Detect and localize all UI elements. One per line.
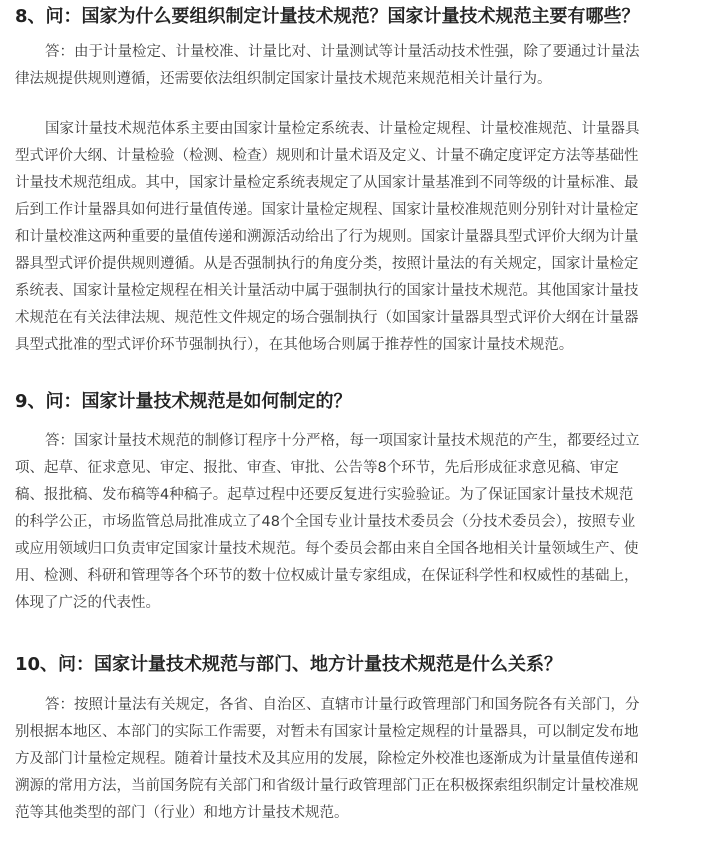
answer-paragraph-10-1 [15, 692, 701, 827]
paragraph-line: 答：按照计量法有关规定，各省、自治区、直辖市计量行政管理部门和国务院各有关部门，分 [45, 697, 640, 713]
question-heading-9: 9、问：国家计量技术规范是如何制定的？ [15, 391, 352, 412]
paragraph-line: 稿、报批稿、发布稿等4种稿子。起草过程中还要反复进行实验验证。为了保证国家计量技术规范 [15, 487, 634, 503]
paragraph-line: 具型式批准的型式评价环节强制执行），在其他场合则属于推荐性的国家计量技术规范。 [15, 337, 574, 353]
paragraph-line: 或应用领域归口负责审定国家计量技术规范。每个委员会都由来自全国各地相关计量领域生产、使 [15, 541, 639, 557]
paragraph-line: 用、检测、科研和管理等各个环节的数十位权威计量专家组成，在保证科学性和权威性的基础上， [15, 568, 639, 584]
paragraph-line: 的科学公正，市场监管总局批准成立了48个全国专业计量技术委员会（分技术委员会），按照专业 [15, 514, 636, 530]
paragraph-line: 术规范在有关法律法规、规范性文件规定的场合强制执行（如国家计量器具型式评价大纲在计量器 [15, 310, 639, 326]
paragraph-line: 范等其他类型的部门（行业）和地方计量技术规范。 [15, 805, 349, 821]
paragraph-line: 后到工作计量器具如何进行量值传递。国家计量检定规程、国家计量校准规范则分别针对计量检定 [15, 202, 639, 218]
paragraph-line: 别根据本地区、本部门的实际工作需要，对暂未有国家计量检定规程的计量器具，可以制定发布地 [15, 724, 639, 740]
paragraph-line: 答：国家计量技术规范的制修订程序十分严格，每一项国家计量技术规范的产生，都要经过立 [45, 433, 640, 449]
answer-paragraph-9-1 [15, 428, 701, 617]
paragraph-line: 溯源的常用方法，当前国务院有关部门和省级计量行政管理部门正在积极探索组织制定计量校准规 [15, 778, 639, 794]
paragraph-line: 国家计量技术规范体系主要由国家计量检定系统表、计量检定规程、计量校准规范、计量器具 [45, 121, 640, 137]
paragraph-line: 和计量校准这两种重要的量值传递和溯源活动给出了行为规则。国家计量器具型式评价大纲为计量 [15, 229, 639, 245]
question-heading-10: 10、问：国家计量技术规范与部门、地方计量技术规范是什么关系？ [15, 654, 563, 675]
paragraph-line: 计量技术规范组成。其中，国家计量检定系统表规定了从国家计量基准到不同等级的计量标准、最 [15, 175, 639, 191]
answer-paragraph-8-2 [15, 116, 701, 359]
paragraph-line: 律法规提供规则遵循，还需要依法组织制定国家计量技术规范来规范相关计量行为。 [15, 71, 552, 87]
paragraph-line: 器具型式评价提供规则遵循。从是否强制执行的角度分类，按照计量法的有关规定，国家计量检定 [15, 256, 639, 272]
paragraph-line: 项、起草、征求意见、审定、报批、审查、审批、公告等8个环节，先后形成征求意见稿、审定 [15, 460, 619, 476]
paragraph-line: 答：由于计量检定、计量校准、计量比对、计量测试等计量活动技术性强，除了要通过计量法 [45, 44, 640, 60]
paragraph-line: 体现了广泛的代表性。 [15, 595, 160, 611]
paragraph-line: 型式评价大纲、计量检验（检测、检查）规则和计量术语及定义、计量不确定度评定方法等基础性 [15, 148, 639, 164]
paragraph-line: 系统表、国家计量检定规程在相关计量活动中属于强制执行的国家计量技术规范。其他国家计量技 [15, 283, 639, 299]
question-heading-8: 8、问：国家为什么要组织制定计量技术规范？国家计量技术规范主要有哪些？ [15, 6, 640, 27]
paragraph-line: 方及部门计量检定规程。随着计量技术及其应用的发展，除检定外校准也逐渐成为计量量值传递和 [15, 751, 639, 767]
answer-paragraph-8-1 [15, 39, 701, 93]
